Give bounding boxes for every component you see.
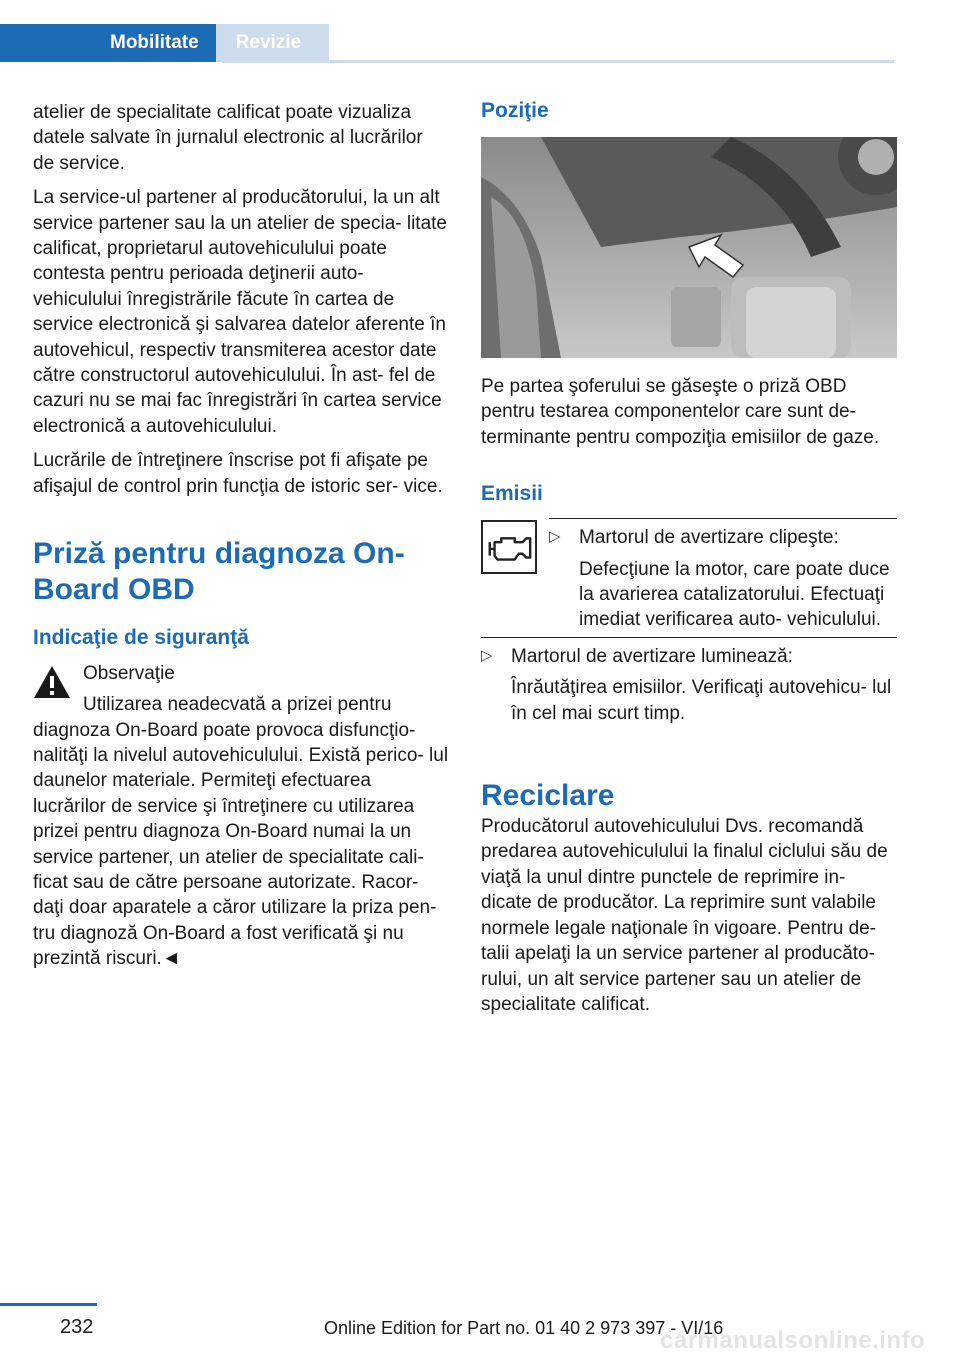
paragraph-contest: La service-ul partener al producătorului, la un alt service partener sau la un atelier de specia‐ litate calificat, proprietarul autovehiculului poate contesta pentru perioada deţinerii auto‐ vehiculului înregistrările făcute în cartea de service electronică şi salvarea datelor aferente în autovehicul, respectiv transmiterea acestor date către constructorul autovehiculului. În ast‐ fel de cazuri nu se mai fac înregistrări în cartea service electronică a autovehiculului. xyxy=(33,187,448,437)
footer-rule xyxy=(0,1303,97,1306)
heading-obd-socket: Priză pentru diagnoza On- Board OBD xyxy=(33,537,405,607)
paragraph-intro: atelier de specialitate calificat poate vizualiza datele salvate în jurnalul electronic al lucrărilor de service. xyxy=(33,102,423,174)
list-item-title: Martorul de avertizare clipeşte: xyxy=(579,527,839,549)
watermark: carmanualsonline.info xyxy=(660,1327,926,1354)
warning-triangle-icon xyxy=(33,665,71,699)
right-column xyxy=(481,97,897,1026)
header-tabs xyxy=(0,24,329,62)
header-rule xyxy=(222,60,894,63)
warning-body: Utilizarea neadecvată a prizei pentru diagnoza On-Board poate provoca disfuncţio‐ nalităţi la nivelul autovehiculului. Există perico‐ lul daunelor materiale. Permiteţi efectuarea lucrărilor de service şi întreţinere cu utilizarea prizei pentru diagnoza On-Board numai la un service partener, un atelier de specialitate cali‐ ficat sau de către persoane autorizate. Racor‐ daţi doar aparatele a căror utilizare la priza pen‐ tru diagnoză On-Board a fost verificată şi nu prezintă riscuri.◄ xyxy=(33,694,449,970)
warning-title: Observaţie xyxy=(83,663,175,685)
position-text: Pe partea şoferului se găseşte o priză OBD pentru testarea componentelor care sunt de‐ terminante pentru compoziţia emisiilor de gaze. xyxy=(481,376,880,448)
separator xyxy=(481,637,897,638)
heading-emisii: Emisii xyxy=(481,482,543,506)
heading-safety-note: Indicaţie de siguranţă xyxy=(33,626,249,650)
list-item-detail: Defecţiune la motor, care poate duce la avarierea catalizatorului. Efectuaţi imediat verificarea auto‐ vehiculului. xyxy=(579,558,890,631)
engine-warning-icon xyxy=(481,520,537,574)
list-item xyxy=(549,525,897,633)
heading-position: Poziţie xyxy=(481,99,549,122)
tab-revizie[interactable]: Revizie xyxy=(216,24,329,62)
list-item-detail: Înrăutăţirea emisiilor. Verificaţi autovehicu‐ lul în cel mai scurt timp. xyxy=(511,677,892,724)
page-number: 232 xyxy=(60,1316,94,1338)
list-item xyxy=(481,644,897,726)
obd-location-photo xyxy=(481,137,897,358)
bullet-triangle-icon: ▷ xyxy=(549,528,561,546)
bullet-triangle-icon: ▷ xyxy=(481,646,493,664)
reciclare-text: Producătorul autovehiculului Dvs. recomandă predarea autovehiculului la finalul ciclului său de viaţă la unul dintre punctele de reprimire in‐ dicate de producător. La reprimire sunt valabile normele legale naţionale în vigoare. Pentru de‐ talii apelaţi la un service partener al producăto‐ rului, un alt service partener sau un atelier de specialitate calificat. xyxy=(481,816,888,1015)
emisii-block xyxy=(481,518,897,726)
list-item-title: Martorul de avertizare luminează: xyxy=(511,645,793,667)
emisii-list xyxy=(549,525,897,633)
edition-text: Online Edition for Part no. 01 40 2 973 397 - VI/16 xyxy=(324,1318,724,1338)
paragraph-history: Lucrările de întreţinere înscrise pot fi afişate pe afişajul de control prin funcţia de istoric ser‐ vice. xyxy=(33,450,443,497)
heading-reciclare: Reciclare xyxy=(481,779,615,813)
warning-block xyxy=(33,661,449,971)
tab-mobilitate[interactable]: Mobilitate xyxy=(0,24,216,62)
separator xyxy=(549,518,897,519)
left-column xyxy=(33,100,449,972)
